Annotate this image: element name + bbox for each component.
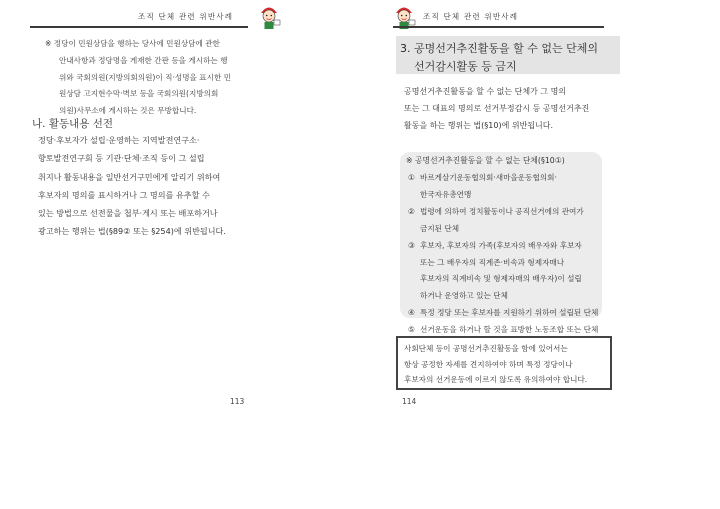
right-page <box>360 0 720 509</box>
item-line: 선거운동을 하거나 할 것을 표방한 노동조합 또는 단체 <box>420 325 599 335</box>
list-item <box>408 238 600 255</box>
item-line: 바르게살기운동협의회·새마을운동협의회· <box>420 173 557 182</box>
note-line: 위와 국회의원(지방의회의원)이 직·성명을 표시한 민 <box>59 72 232 82</box>
item-line: 한국자유총연맹 <box>420 189 472 199</box>
header-rule <box>30 26 248 28</box>
item-line: 금지된 단체 <box>420 223 460 233</box>
header-rule <box>393 26 604 28</box>
item-number: ① <box>408 173 415 182</box>
page-header <box>393 6 604 28</box>
paragraph-line: 공명선거추진활동을 할 수 없는 단체가 그 명의 <box>404 87 567 96</box>
paragraph-line: 광고하는 행위는 법(§89② 또는 §254)에 위반됩니다. <box>38 226 226 237</box>
notice-box <box>396 336 612 390</box>
notice-line: 항상 공정한 자세를 견지하여야 하며 특정 정당이나 <box>404 359 573 369</box>
body-paragraph <box>38 131 254 241</box>
body-paragraph <box>404 83 600 134</box>
list-item <box>408 170 600 187</box>
note-line: 의원)사무소에 게시하는 것은 무방합니다. <box>59 106 197 116</box>
header-title: 조직 단체 관련 위반사례 <box>138 12 234 21</box>
note-line: ※ 정당이 민원상담을 행하는 당사에 민원상담에 관한 <box>45 39 220 48</box>
note-line: 안내사항과 정당명을 게재한 간판 등을 게시하는 행 <box>59 55 228 65</box>
notice-line: 후보자의 선거운동에 이르지 않도록 유의하여야 합니다. <box>404 375 588 384</box>
paragraph-line: 활동을 하는 행위는 법(§10)에 위반됩니다. <box>404 121 554 130</box>
section-title-line: 선거감시활동 등 금지 <box>414 60 517 73</box>
paragraph-line: 취지나 활동내용을 일반선거구민에게 알리기 위하여 <box>38 171 221 182</box>
item-line: 후보자의 직계비속 및 형제자매의 배우자)이 설립 <box>420 274 582 284</box>
item-number: ② <box>408 206 415 216</box>
prohibited-groups-list <box>408 170 600 339</box>
item-line: 후보자, 후보자의 가족(후보자의 배우자와 후보자 <box>420 240 582 250</box>
item-number: ④ <box>408 308 415 318</box>
note-block <box>45 36 251 120</box>
list-title: ※ 공명선거추진활동을 할 수 없는 단체(§10①) <box>406 156 565 165</box>
list-item <box>408 204 600 221</box>
item-number: ③ <box>408 240 415 250</box>
paragraph-line: 향토발전연구회 등 기관·단체·조직 등이 그 설립 <box>38 153 205 164</box>
page-header <box>30 6 248 28</box>
section-title-line: 3. 공명선거추진활동을 할 수 없는 단체의 <box>400 42 598 55</box>
item-line: 특정 정당 또는 후보자를 지원하기 위하여 설립된 단체 <box>420 308 599 318</box>
item-number: ⑤ <box>408 325 415 335</box>
paragraph-line: 후보자의 명의를 표시하거나 그 명의를 유추할 수 <box>38 189 210 200</box>
item-line: 법령에 의하여 정치활동이나 공직선거에의 관여가 <box>420 206 584 216</box>
header-title: 조직 단체 관련 위반사례 <box>423 12 519 21</box>
paragraph-line: 있는 방법으로 선전물을 첩부·게시 또는 배포하거나 <box>38 208 218 219</box>
note-line: 원상담 고지현수막·벽보 등을 국회의원(지방의회 <box>59 89 219 99</box>
paragraph-line: 정당·후보자가 설립·운영하는 지역발전연구소· <box>38 135 200 145</box>
section-heading: 나. 활동내용 선전 <box>32 118 114 130</box>
notice-line: 사회단체 등이 공명선거추진활동을 함에 있어서는 <box>404 344 568 353</box>
page-number: 114 <box>402 397 417 406</box>
item-line: 또는 그 배우자의 직계존·비속과 형제자매나 <box>420 257 565 267</box>
mascot-icon <box>256 4 282 30</box>
page-number: 113 <box>230 397 245 406</box>
list-item <box>408 305 600 322</box>
paragraph-line: 또는 그 대표의 명의로 선거부정감시 등 공명선거추진 <box>404 104 590 113</box>
item-line: 하거나 운영하고 있는 단체 <box>420 291 508 301</box>
